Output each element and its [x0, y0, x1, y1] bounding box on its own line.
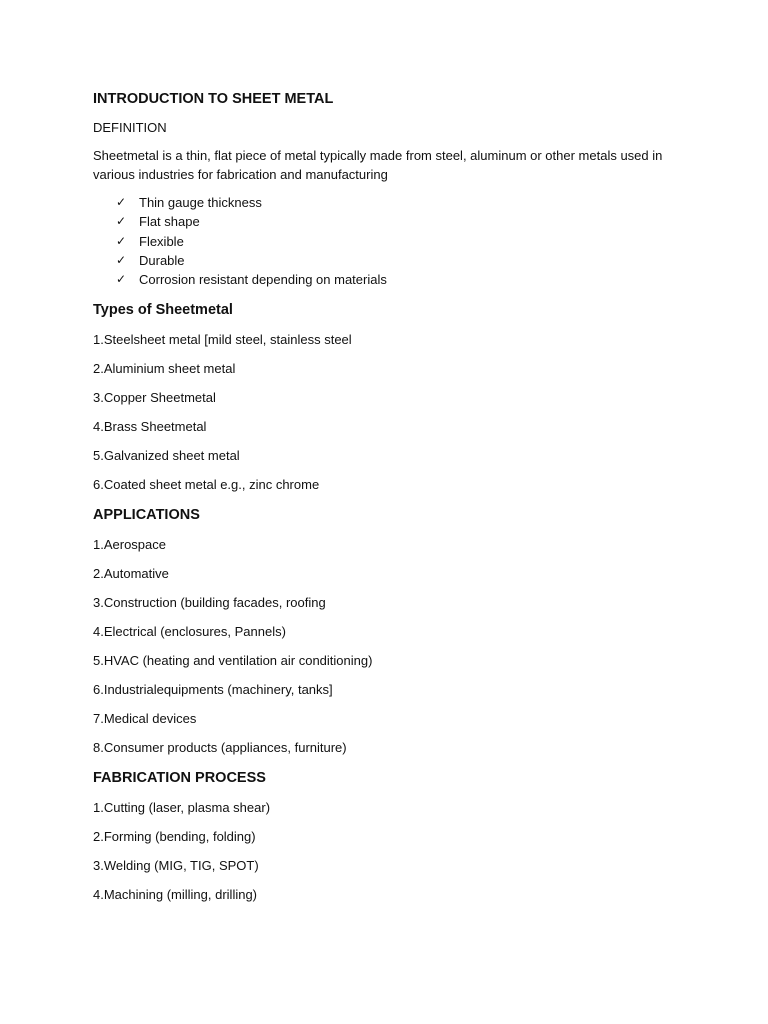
checkmark-icon: ✓	[116, 233, 127, 248]
document-title: INTRODUCTION TO SHEET METAL	[93, 91, 334, 107]
list-item: 1.Steelsheet metal [mild steel, stainless steel	[93, 332, 352, 348]
list-item	[93, 232, 693, 251]
types-heading: Types of Sheetmetal	[93, 302, 233, 319]
list-item: 4.Electrical (enclosures, Pannels)	[93, 624, 286, 640]
list-item: 2.Automative	[93, 566, 169, 582]
list-item	[93, 212, 693, 231]
list-item: 3.Copper Sheetmetal	[93, 390, 216, 406]
definition-heading: DEFINITION	[93, 120, 167, 135]
definition-text: Sheetmetal is a thin, flat piece of metal typically made from steel, aluminum or other metals used in various industries for fabrication and manufacturing	[93, 148, 663, 182]
property-label: Flexible	[139, 233, 184, 249]
list-item: 4.Machining (milling, drilling)	[93, 887, 258, 903]
list-item: 2.Forming (bending, folding)	[93, 829, 256, 845]
list-item: 2.Aluminium sheet metal	[93, 361, 236, 377]
checkmark-icon: ✓	[116, 195, 127, 209]
fabrication-heading: FABRICATION PROCESS	[93, 770, 266, 787]
list-item	[93, 251, 693, 270]
types-list	[93, 330, 693, 494]
list-item: 1.Aerospace	[93, 537, 166, 553]
list-item: 5.HVAC (heating and ventilation air conditioning)	[93, 653, 373, 669]
properties-list	[93, 193, 693, 289]
document-page	[93, 88, 693, 904]
list-item: 4.Brass Sheetmetal	[93, 419, 207, 435]
applications-heading: APPLICATIONS	[93, 507, 200, 524]
list-item: 6.Industrialequipments (machinery, tanks]	[93, 682, 333, 698]
list-item: 1.Cutting (laser, plasma shear)	[93, 800, 271, 816]
applications-list	[93, 535, 693, 757]
checkmark-icon: ✓	[116, 214, 127, 229]
property-label: Flat shape	[139, 214, 200, 230]
property-label: Corrosion resistant depending on materials	[139, 272, 387, 288]
list-item: 3.Construction (building facades, roofing	[93, 595, 326, 611]
checkmark-icon: ✓	[116, 272, 127, 287]
list-item	[93, 193, 693, 212]
list-item: 8.Consumer products (appliances, furniture)	[93, 740, 347, 756]
list-item: 5.Galvanized sheet metal	[93, 448, 240, 464]
list-item: 6.Coated sheet metal e.g., zinc chrome	[93, 477, 320, 493]
property-label: Thin gauge thickness	[139, 195, 262, 210]
checkmark-icon: ✓	[116, 252, 127, 267]
list-item	[93, 270, 693, 289]
list-item: 3.Welding (MIG, TIG, SPOT)	[93, 858, 259, 874]
list-item: 7.Medical devices	[93, 711, 197, 727]
property-label: Durable	[139, 252, 185, 268]
fabrication-list	[93, 798, 693, 904]
